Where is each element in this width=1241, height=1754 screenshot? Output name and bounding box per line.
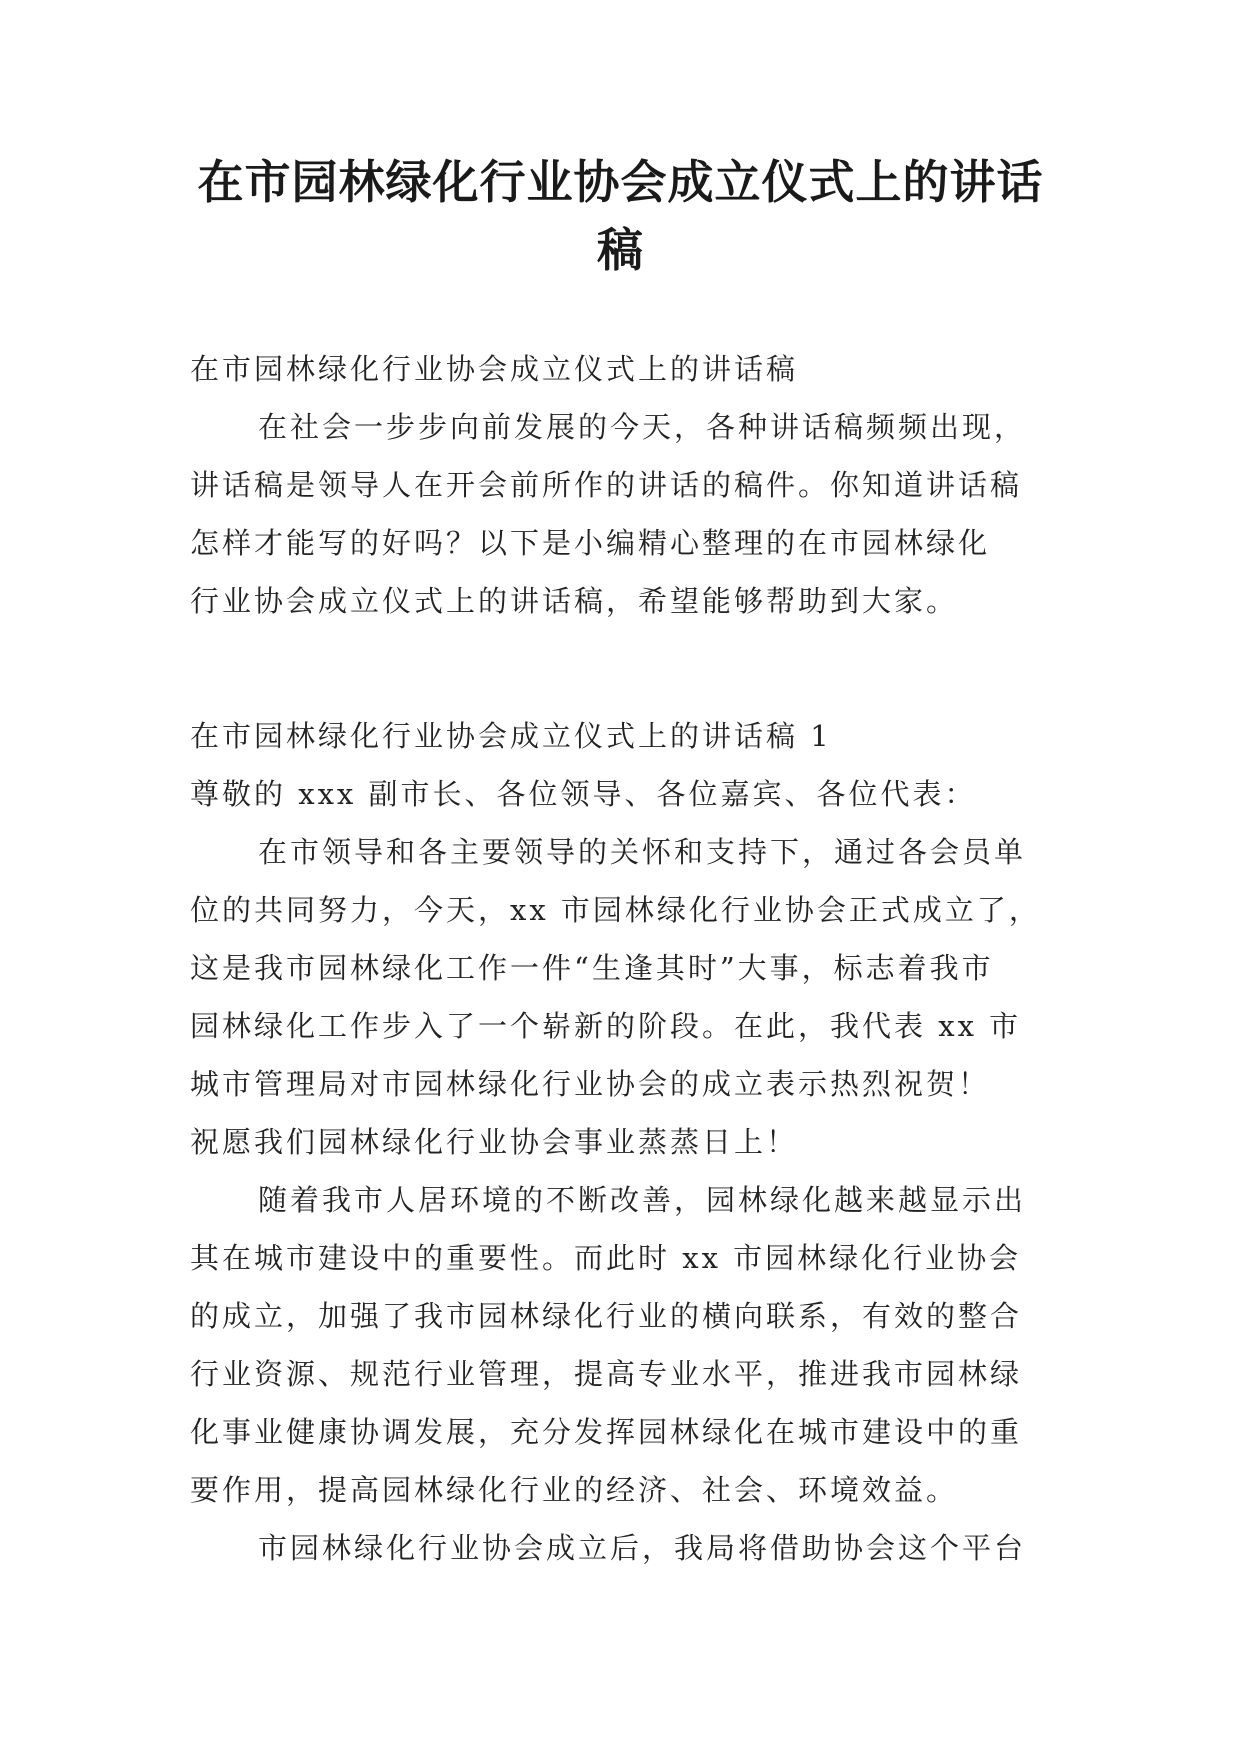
paragraph-line: 行业资源、规范行业管理，提高专业水平，推进我市园林绿 — [190, 1357, 1023, 1391]
speech-heading: 在市园林绿化行业协会成立仪式上的讲话稿 1 — [190, 719, 832, 753]
speech-section — [190, 707, 1070, 1577]
document-title — [150, 148, 1091, 284]
intro-line: 讲话稿是领导人在开会前所作的讲话的稿件。你知道讲话稿 — [190, 468, 1023, 502]
intro-line: 怎样才能写的好吗？以下是小编精心整理的在市园林绿化 — [190, 526, 991, 560]
paragraph-line: 位的共同努力，今天，xx 市园林绿化行业协会正式成立了， — [190, 893, 1041, 927]
paragraph-line: 其在城市建设中的重要性。而此时 xx 市园林绿化行业协会 — [190, 1241, 1022, 1275]
paragraph-line: 的成立，加强了我市园林绿化行业的横向联系，有效的整合 — [190, 1299, 1023, 1333]
paragraph-line: 要作用，提高园林绿化行业的经济、社会、环境效益。 — [190, 1473, 959, 1507]
title-line-1: 在市园林绿化行业协会成立仪式上的讲话 — [197, 155, 1044, 209]
paragraph-line: 随着我市人居环境的不断改善，园林绿化越来越显示出 — [258, 1183, 1027, 1217]
intro-line: 行业协会成立仪式上的讲话稿，希望能够帮助到大家。 — [190, 584, 959, 618]
intro-heading: 在市园林绿化行业协会成立仪式上的讲话稿 — [190, 352, 799, 386]
intro-line: 在社会一步步向前发展的今天，各种讲话稿频频出现， — [258, 410, 1027, 444]
salutation: 尊敬的 xxx 副市长、各位领导、各位嘉宾、各位代表： — [190, 777, 977, 811]
paragraph-line: 化事业健康协调发展，充分发挥园林绿化在城市建设中的重 — [190, 1415, 1023, 1449]
paragraph-line: 这是我市园林绿化工作一件“生逢其时”大事，标志着我市 — [190, 951, 994, 985]
title-line-2: 稿 — [597, 223, 644, 277]
paragraph-line: 园林绿化工作步入了一个崭新的阶段。在此，我代表 xx 市 — [190, 1009, 1022, 1043]
intro-section — [190, 340, 1070, 630]
paragraph-line: 市园林绿化行业协会成立后，我局将借助协会这个平台 — [258, 1531, 1027, 1565]
paragraph-line: 祝愿我们园林绿化行业协会事业蒸蒸日上！ — [190, 1125, 799, 1159]
paragraph-line: 在市领导和各主要领导的关怀和支持下，通过各会员单 — [258, 835, 1027, 869]
paragraph-line: 城市管理局对市园林绿化行业协会的成立表示热烈祝贺！ — [190, 1067, 991, 1101]
